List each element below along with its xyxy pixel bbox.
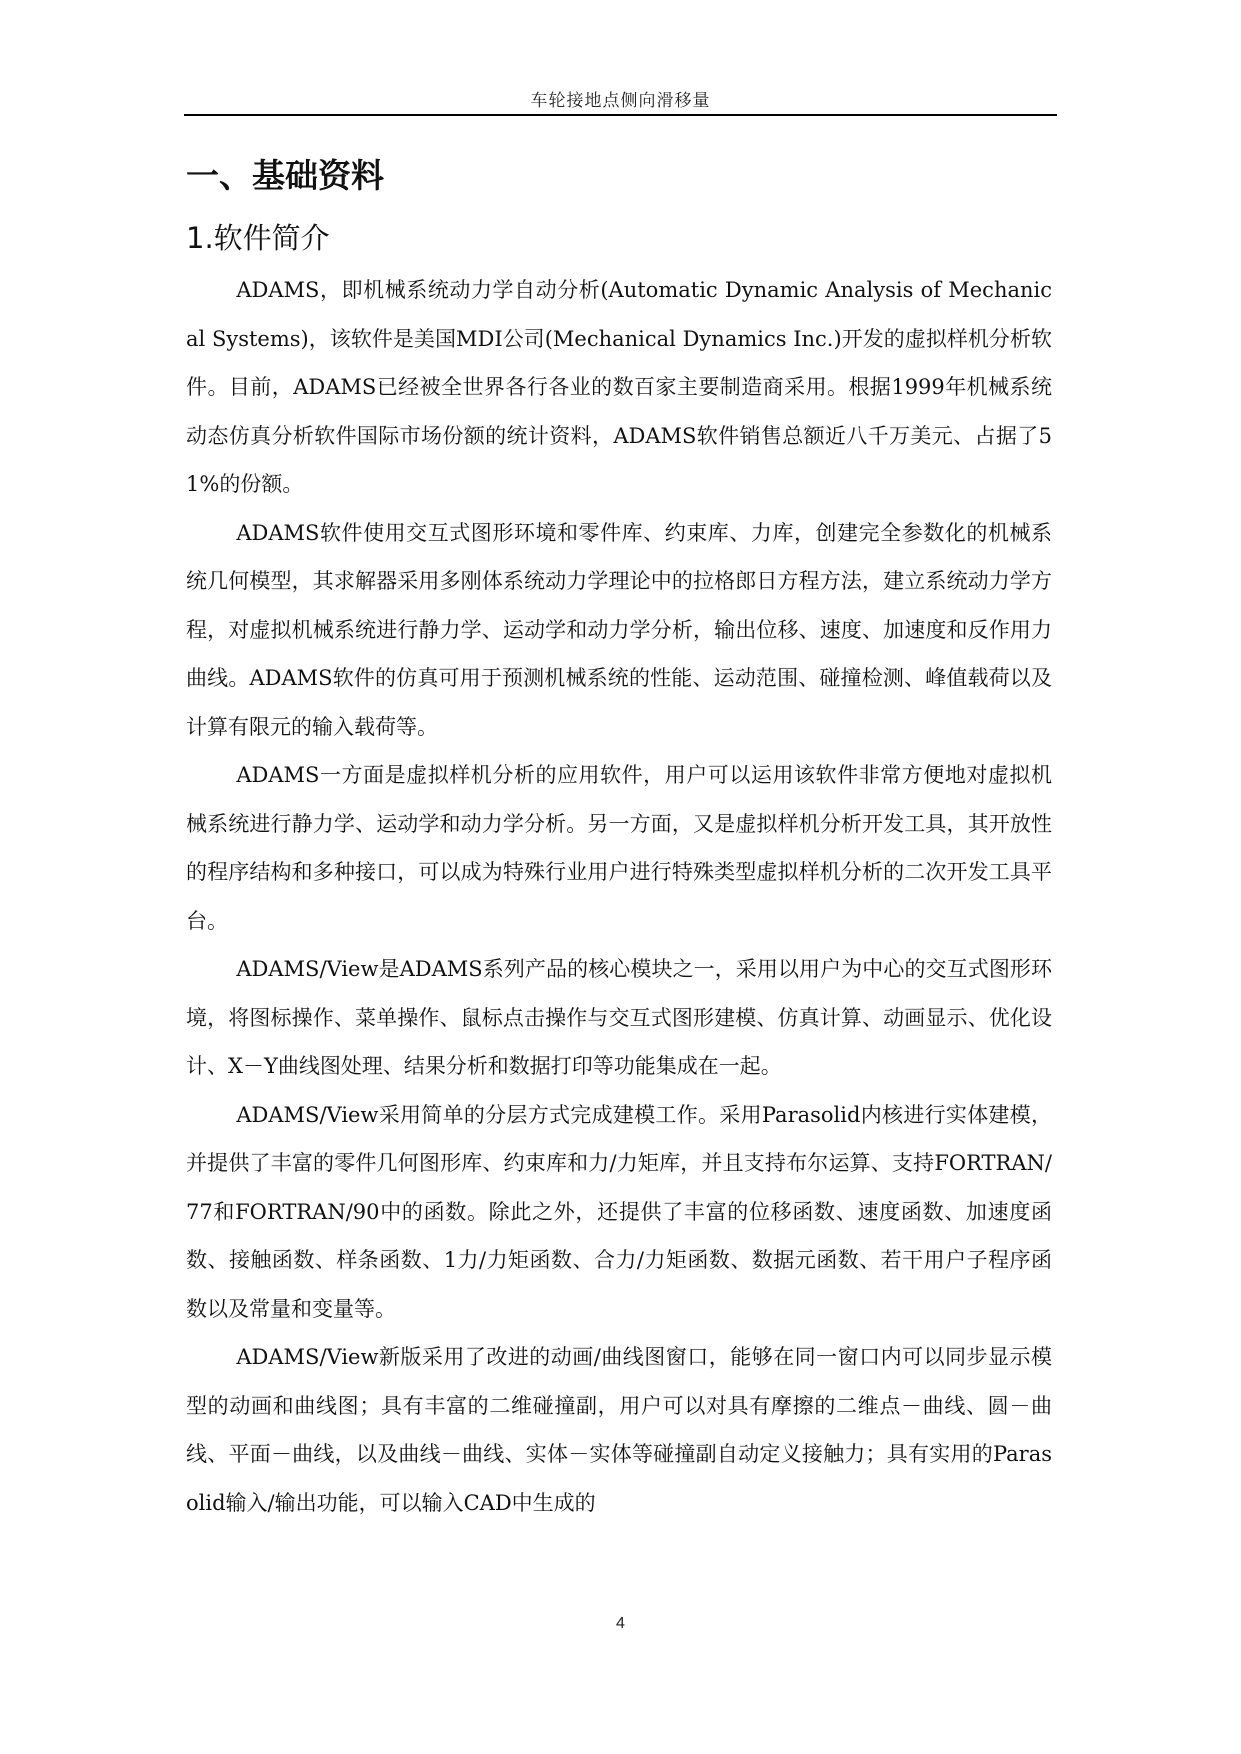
paragraph-adams-view-core: ADAMS/View是ADAMS系列产品的核心模块之一，采用以用户为中心的交互式图形环境，将图标操作、菜单操作、鼠标点击操作与交互式图形建模、仿真计算、动画显示、优化设计、X－Y曲线图处理、结果分析和数据打印等功能集成在一起。 xyxy=(186,957,1052,1078)
running-header: 车轮接地点侧向滑移量 xyxy=(530,91,711,111)
subsection-heading: 1.软件简介 xyxy=(186,221,330,255)
paragraph-adams-features: ADAMS软件使用交互式图形环境和零件库、约束库、力库，创建完全参数化的机械系统几何模型，其求解器采用多刚体系统动力学理论中的拉格郎日方程方法，建立系统动力学方程，对虚拟机械系统进行静力学、运动学和动力学分析，输出位移、速度、加速度和反作用力曲线。ADAMS软件的仿真可用于预测机械系统的性能、运动范围、碰撞检测、峰值载荷以及计算有限元的输入载荷等。 xyxy=(186,520,1052,739)
paragraph-adams-view-new: ADAMS/View新版采用了改进的动画/曲线图窗口，能够在同一窗口内可以同步显示模型的动画和曲线图；具有丰富的二维碰撞副，用户可以对具有摩擦的二维点－曲线、圆－曲线、平面－曲线，以及曲线－曲线、实体－实体等碰撞副自动定义接触力；具有实用的Parasolid输入/输出功能，可以输入CAD中生成的 xyxy=(186,1345,1052,1515)
section-heading: 一、基础资料 xyxy=(186,156,384,195)
page-number: 4 xyxy=(616,1615,625,1632)
paragraph-adams-platform: ADAMS一方面是虚拟样机分析的应用软件，用户可以运用该软件非常方便地对虚拟机械系统进行静力学、运动学和动力学分析。另一方面，又是虚拟样机分析开发工具，其开放性的程序结构和多种接口，可以成为特殊行业用户进行特殊类型虚拟样机分析的二次开发工具平台。 xyxy=(186,763,1052,933)
paragraph-adams-intro: ADAMS，即机械系统动力学自动分析(Automatic Dynamic Analysis of Mechanical Systems)，该软件是美国MDI公司(Mechanical Dynamics Inc.)开发的虚拟样机分析软件。目前，ADAMS已经被全世界各行各业的数百家主要制造商采用。根据1999年机械系统动态仿真分析软件国际市场份额的统计资料，ADAMS软件销售总额近八千万美元、占据了51%的份额。 xyxy=(186,278,1052,496)
paragraph-adams-view-modeling: ADAMS/View采用简单的分层方式完成建模工作。采用Parasolid内核进行实体建模，并提供了丰富的零件几何图形库、约束库和力/力矩库，并且支持布尔运算、支持FORTRAN/77和FORTRAN/90中的函数。除此之外，还提供了丰富的位移函数、速度函数、加速度函数、接触函数、样条函数、1力/力矩函数、合力/力矩函数、数据元函数、若干用户子程序函数以及常量和变量等。 xyxy=(186,1102,1052,1321)
page-body xyxy=(186,152,1052,1527)
header-rule xyxy=(184,114,1057,116)
